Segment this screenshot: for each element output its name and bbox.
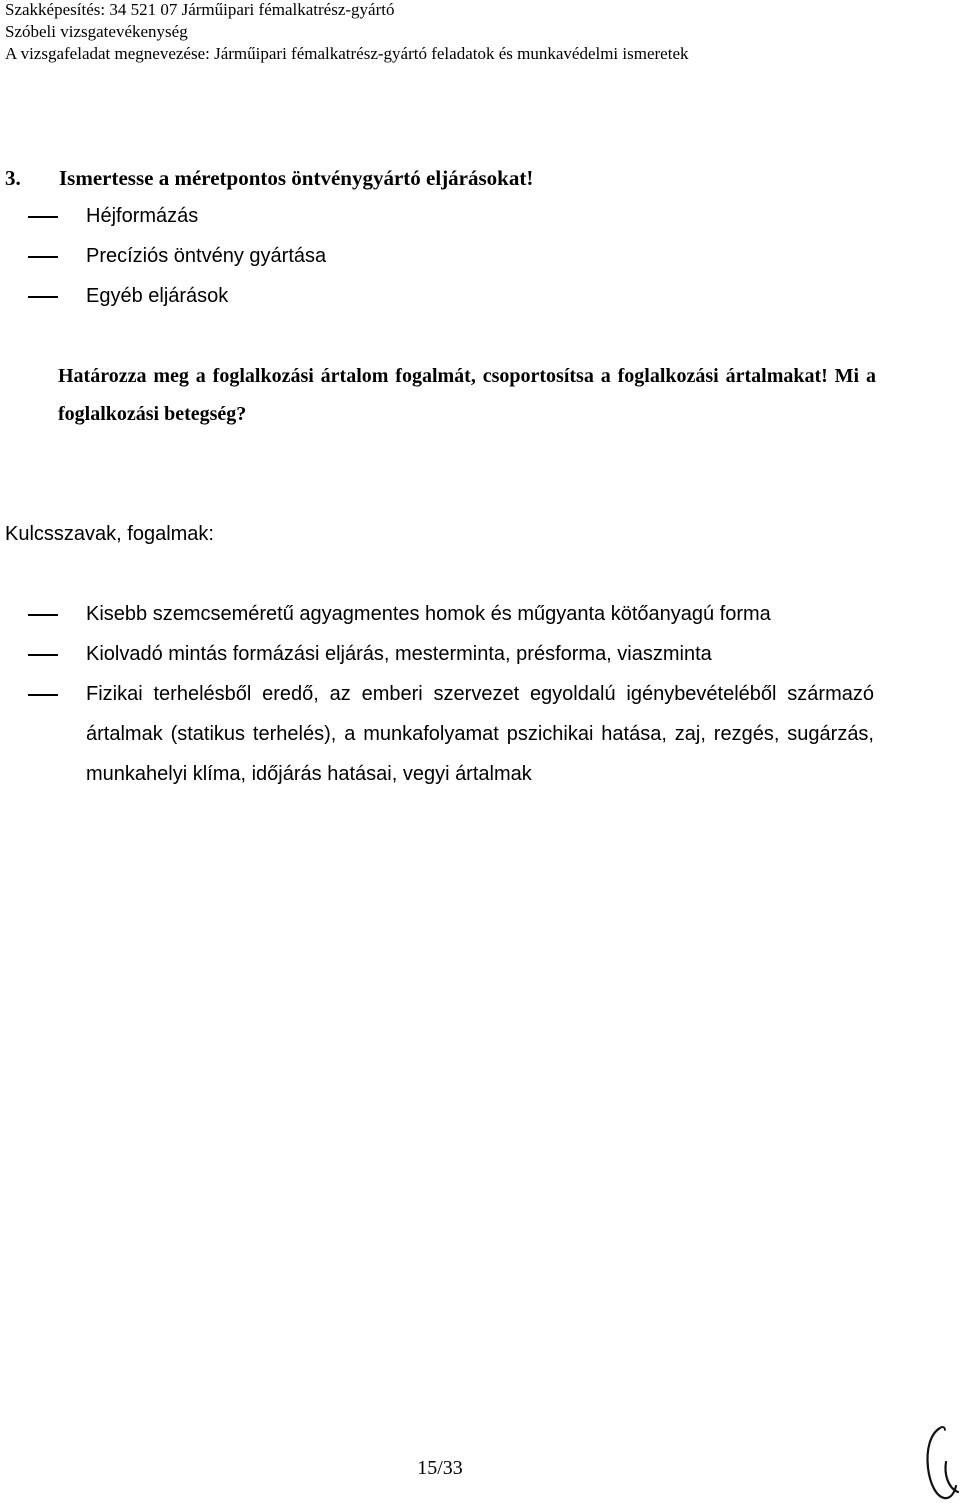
dash-bullet xyxy=(28,694,58,696)
list-item: Fizikai terhelésből eredő, az emberi szervezet egyoldalú igénybevételéből származó ártalmak (statikus terhelés), a munkafolyamat pszichikai hatása, zaj, rezgés, sugárzás, munkahelyi klíma, időjárás hatásai, vegyi ártalmak xyxy=(28,674,874,794)
question-3-number: 3. xyxy=(5,166,21,190)
dash-bullet xyxy=(28,216,58,218)
header-task-name: A vizsgafeladat megnevezése: Járműipari fémalkatrész-gyártó feladatok és munkavédelmi ismeretek xyxy=(5,44,689,63)
list-item: Precíziós öntvény gyártása xyxy=(28,236,874,276)
header-exam-type: Szóbeli vizsgatevékenység xyxy=(5,22,188,41)
keywords-label: Kulcsszavak, fogalmak: xyxy=(5,523,214,545)
page-number: 15/33 xyxy=(417,1457,463,1479)
dash-bullet xyxy=(28,614,58,616)
list-item: Héjformázás xyxy=(28,196,874,236)
question-4-text: Határozza meg a foglalkozási ártalom fogalmát, csoportosítsa a foglalkozási ártalmakat! Mi a foglalkozási betegség? xyxy=(58,365,876,425)
list-item: Egyéb eljárások xyxy=(28,276,874,316)
dash-bullet xyxy=(28,654,58,656)
question-3-title xyxy=(5,166,533,190)
question-3-text: Ismertesse a méretpontos öntvénygyártó eljárásokat! xyxy=(59,166,534,190)
dash-bullet xyxy=(28,296,58,298)
header-qualification: Szakképesítés: 34 521 07 Járműipari fémalkatrész-gyártó xyxy=(5,0,395,19)
list-item: Kisebb szemcseméretű agyagmentes homok és műgyanta kötőanyagú forma xyxy=(28,594,874,634)
dash-bullet xyxy=(28,256,58,258)
list-item: Kiolvadó mintás formázási eljárás, mesterminta, présforma, viaszminta xyxy=(28,634,874,674)
handwritten-signature xyxy=(918,1422,960,1503)
